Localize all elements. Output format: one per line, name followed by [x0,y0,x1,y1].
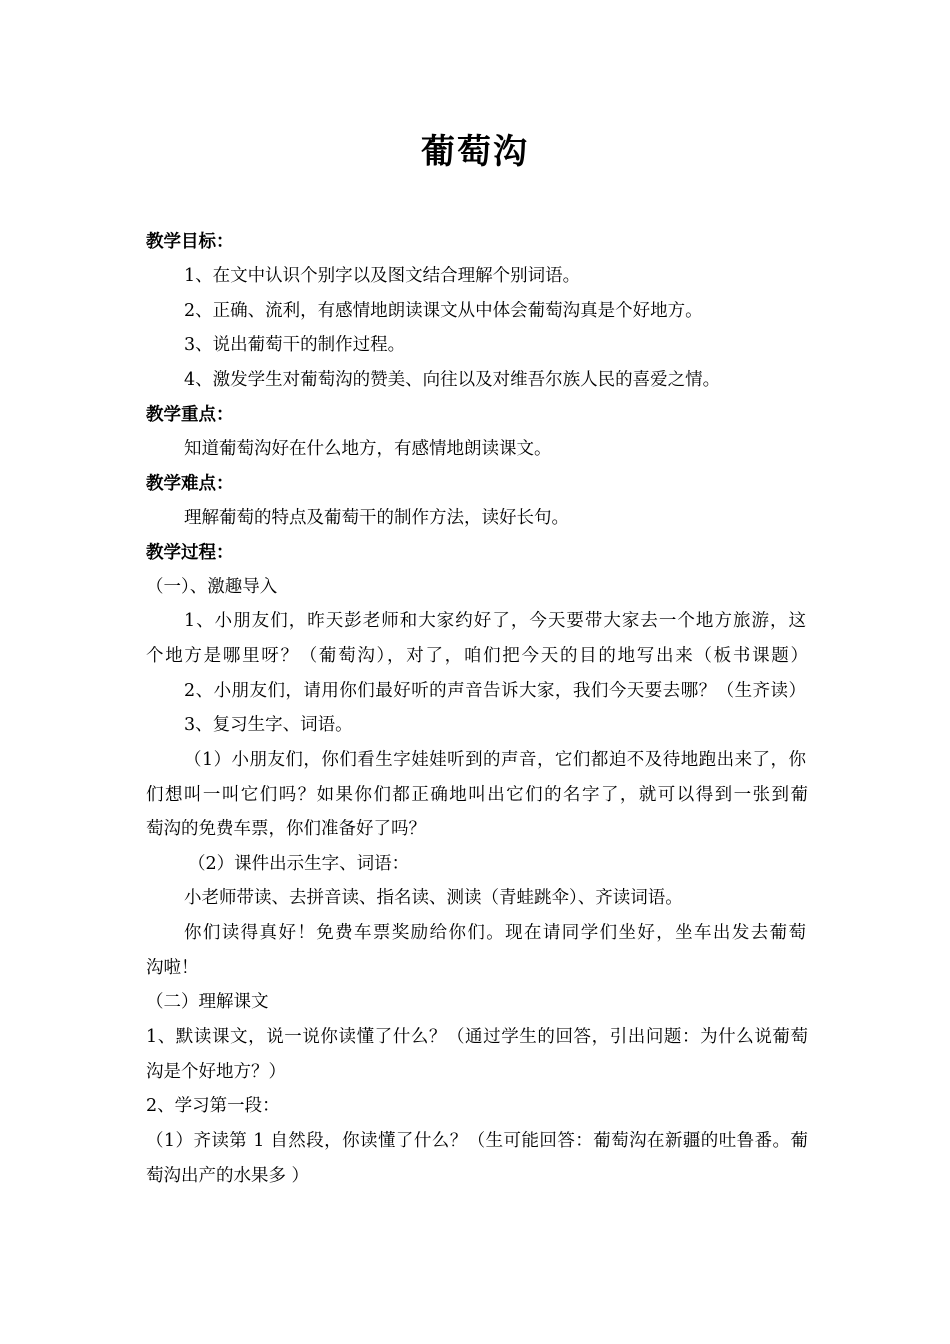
paragraph-line: 们想叫一叫它们吗？如果你们都正确地叫出它们的名字了，就可以得到一张到葡 [146,785,808,805]
objective-item-3: 3、说出葡萄干的制作过程。 [184,335,406,355]
objective-item-1: 1、在文中认识个别字以及图文结合理解个别词语。 [184,266,581,286]
paragraph-line: 沟啦！ [146,958,199,978]
paragraph-line: 萄沟出产的水果多 ） [146,1166,310,1186]
objective-item-2: 2、正确、流利，有感情地朗读课文从中体会葡萄沟真是个好地方。 [184,301,703,321]
subsection-heading-understanding: （二）理解课文 [146,992,269,1012]
paragraph-line: 个地方是哪里呀？（葡萄沟），对了，咱们把今天的目的地写出来（板书课题） [146,646,808,666]
section-heading-objectives: 教学目标： [146,232,234,252]
paragraph-line: （1）小朋友们，你们看生字娃娃听到的声音，它们都迫不及待地跑出来了，你 [184,750,806,770]
paragraph-line: 1、小朋友们，昨天彭老师和大家约好了，今天要带大家去一个地方旅游，这 [184,611,806,631]
subsection-heading-intro: （一）、激趣导入 [146,577,278,597]
key-points-text: 知道葡萄沟好在什么地方，有感情地朗读课文。 [184,439,552,459]
section-heading-difficulties: 教学难点： [146,474,234,494]
paragraph-line: 3、复习生字、词语。 [184,715,353,735]
section-heading-key-points: 教学重点： [146,405,234,425]
paragraph-line: 沟是个好地方？） [146,1062,286,1082]
paragraph-line: 2、学习第一段： [146,1096,280,1116]
objective-item-4: 4、激发学生对葡萄沟的赞美、向往以及对维吾尔族人民的喜爱之情。 [184,370,721,390]
paragraph-line: （1）齐读第 1 自然段，你读懂了什么？（生可能回答：葡萄沟在新疆的吐鲁番。葡 [146,1131,808,1151]
difficulties-text: 理解葡萄的特点及葡萄干的制作方法，读好长句。 [184,508,569,528]
paragraph-line: （2）课件出示生字、词语： [188,854,410,874]
paragraph-line: 2、小朋友们，请用你们最好听的声音告诉大家，我们今天要去哪？（生齐读） [184,681,806,701]
section-heading-process: 教学过程： [146,543,234,563]
paragraph-line: 1、默读课文，说一说你读懂了什么？（通过学生的回答，引出问题：为什么说葡萄 [146,1027,808,1047]
paragraph-line: 你们读得真好！免费车票奖励给你们。现在请同学们坐好，坐车出发去葡萄 [184,923,806,943]
paragraph-line: 萄沟的免费车票，你们准备好了吗？ [146,819,426,839]
page-title: 葡萄沟 [421,132,529,172]
paragraph-line: 小老师带读、去拼音读、指名读、测读（青蛙跳伞）、齐读词语。 [184,888,683,908]
